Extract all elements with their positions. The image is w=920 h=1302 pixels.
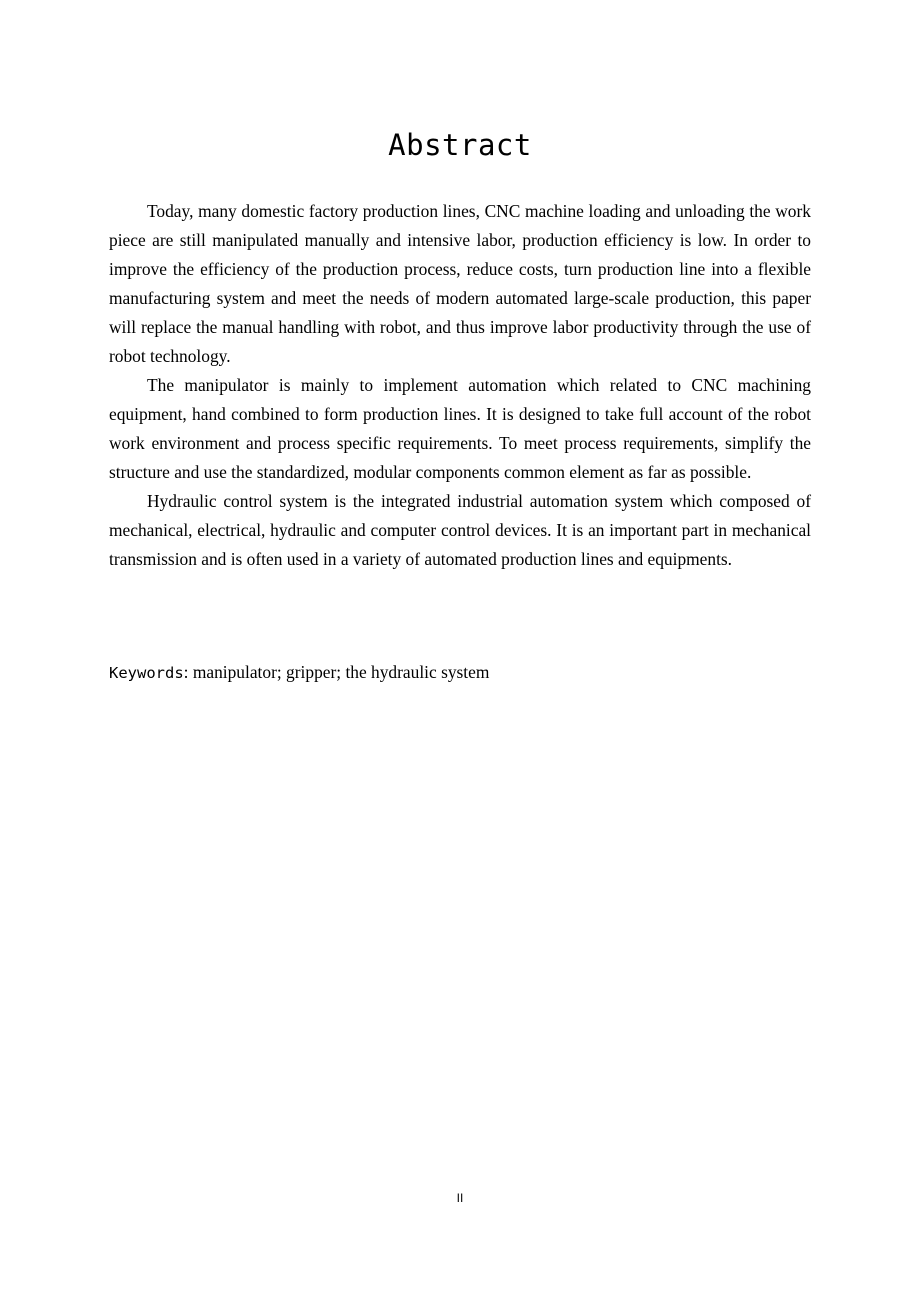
abstract-paragraph-3: Hydraulic control system is the integrated industrial automation system which composed of mechanical, electrical, hydraulic and computer control devices. It is an important part in mechanical transmission and is often used in a variety of automated production lines and equipments. <box>109 491 811 569</box>
keywords-label: Keywords <box>109 664 184 682</box>
abstract-body <box>109 197 811 574</box>
page-number: II <box>456 1191 464 1205</box>
abstract-paragraph-2: The manipulator is mainly to implement automation which related to CNC machining equipment, hand combined to form production lines. It is designed to take full account of the robot work environment and process specific requirements. To meet process requirements, simplify the structure and use the standardized, modular components common element as far as possible. <box>109 375 811 482</box>
abstract-paragraph-1: Today, many domestic factory production lines, CNC machine loading and unloading the work piece are still manipulated manually and intensive labor, production efficiency is low. In order to improve the efficiency of the production process, reduce costs, turn production line into a flexible manufacturing system and meet the needs of modern automated large-scale production, this paper will replace the manual handling with robot, and thus improve labor productivity through the use of robot technology. <box>109 201 811 366</box>
keywords-line <box>109 658 811 688</box>
keywords-text: manipulator; gripper; the hydraulic system <box>192 662 490 682</box>
abstract-title: Abstract <box>388 128 532 162</box>
keywords-separator: : <box>183 662 193 682</box>
